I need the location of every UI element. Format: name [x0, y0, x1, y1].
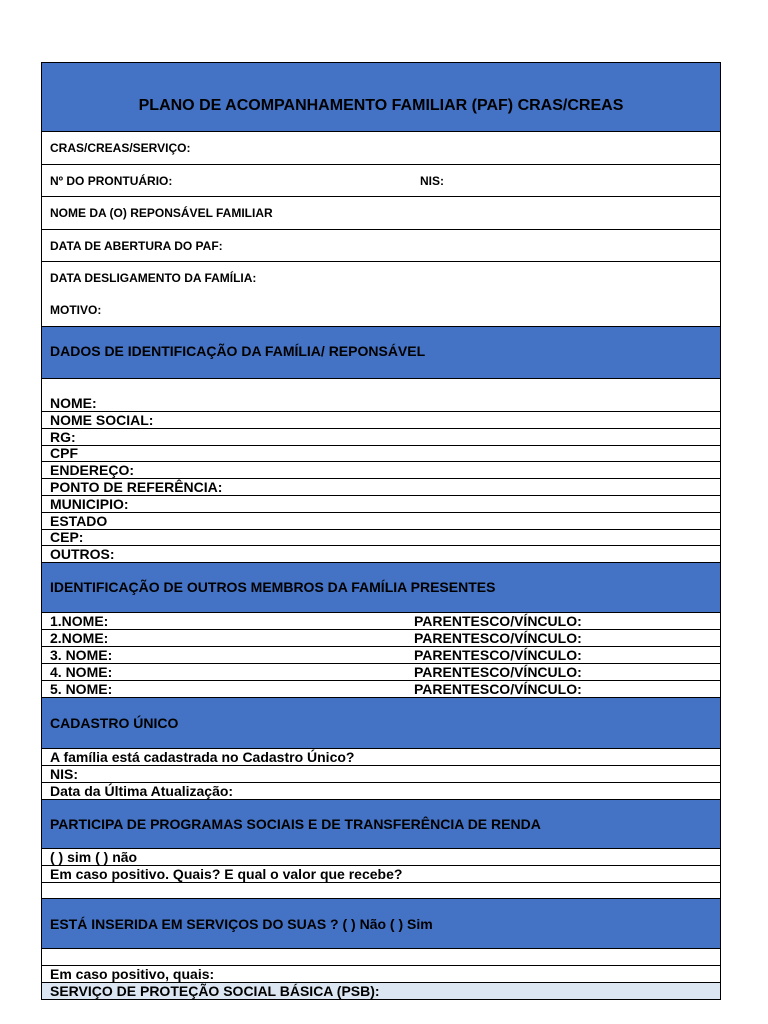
field-abertura[interactable]	[42, 230, 720, 263]
field-label: ESTADO	[50, 513, 108, 529]
section-heading: PARTICIPA DE PROGRAMAS SOCIAIS E DE TRANSFERÊNCIA DE RENDA	[50, 816, 541, 832]
form-title-bar	[42, 63, 720, 132]
field-sim-nao[interactable]	[42, 849, 720, 866]
field-label: NOME:	[50, 395, 97, 411]
blank-row[interactable]	[42, 949, 720, 966]
field-label: DATA DESLIGAMENTO DA FAMÍLIA:	[50, 271, 257, 285]
blank-row[interactable]	[42, 883, 720, 899]
field-outros[interactable]	[42, 546, 720, 563]
field-label: Em caso positivo. Quais? E qual o valor que recebe?	[50, 866, 403, 882]
field-nome-social[interactable]	[42, 412, 720, 429]
field-quais-valor[interactable]	[42, 866, 720, 883]
member-row-3[interactable]	[42, 647, 720, 664]
member-row-1[interactable]	[42, 613, 720, 630]
field-label: MUNICIPIO:	[50, 496, 129, 512]
field-caso-positivo[interactable]	[42, 966, 720, 983]
field-rg[interactable]	[42, 429, 720, 446]
section-heading: DADOS DE IDENTIFICAÇÃO DA FAMÍLIA/ REPONSÁVEL	[50, 343, 426, 359]
member-relation-label: PARENTESCO/VÍNCULO:	[414, 630, 582, 646]
field-label: ( ) sim ( ) não	[50, 849, 138, 865]
field-label-motivo: MOTIVO:	[50, 303, 102, 317]
field-label: Nº DO PRONTUÁRIO:	[50, 173, 173, 188]
field-label: NOME DA (O) REPONSÁVEL FAMILIAR	[50, 206, 273, 220]
field-label: NOME SOCIAL:	[50, 412, 154, 428]
section-suas-header	[42, 899, 720, 949]
member-name-label: 3. NOME:	[50, 647, 113, 663]
field-ultima-atualizacao[interactable]	[42, 783, 720, 800]
field-ponto-referencia[interactable]	[42, 479, 720, 496]
field-psb[interactable]	[42, 983, 720, 1000]
member-name-label: 5. NOME:	[50, 681, 113, 697]
field-label: SERVIÇO DE PROTEÇÃO SOCIAL BÁSICA (PSB):	[50, 983, 380, 999]
field-label: ENDEREÇO:	[50, 462, 135, 478]
field-label-nis: NIS:	[420, 173, 444, 188]
form-title: PLANO DE ACOMPANHAMENTO FAMILIAR (PAF) CRAS/CREAS	[138, 97, 624, 114]
section-heading: IDENTIFICAÇÃO DE OUTROS MEMBROS DA FAMÍLIA PRESENTES	[50, 579, 496, 595]
field-cadastro-nis[interactable]	[42, 766, 720, 783]
field-prontuario[interactable]	[42, 165, 720, 198]
field-label: DATA DE ABERTURA DO PAF:	[50, 238, 223, 253]
field-label: A família está cadastrada no Cadastro Único?	[50, 749, 355, 765]
section-heading: CADASTRO ÚNICO	[50, 715, 179, 731]
field-label: Em caso positivo, quais:	[50, 966, 215, 982]
member-name-label: 4. NOME:	[50, 664, 113, 680]
field-label: CEP:	[50, 530, 84, 545]
field-cpf[interactable]	[42, 446, 720, 462]
member-row-4[interactable]	[42, 664, 720, 681]
member-relation-label: PARENTESCO/VÍNCULO:	[414, 647, 582, 663]
field-responsavel[interactable]	[42, 197, 720, 230]
member-row-5[interactable]	[42, 681, 720, 698]
field-label: NIS:	[50, 766, 78, 782]
field-label: PONTO DE REFERÊNCIA:	[50, 479, 223, 495]
field-label: OUTROS:	[50, 546, 115, 562]
member-name-label: 2.NOME:	[50, 630, 109, 646]
member-relation-label: PARENTESCO/VÍNCULO:	[414, 681, 582, 697]
field-label: Data da Última Atualização:	[50, 783, 234, 799]
section-cadastro-header	[42, 698, 720, 749]
field-label: CPF	[50, 446, 78, 461]
member-relation-label: PARENTESCO/VÍNCULO:	[414, 664, 582, 680]
member-relation-label: PARENTESCO/VÍNCULO:	[414, 613, 582, 629]
member-row-2[interactable]	[42, 630, 720, 647]
section-heading: ESTÁ INSERIDA EM SERVIÇOS DO SUAS ? ( ) Não ( ) Sim	[50, 916, 433, 932]
field-cadastrada[interactable]	[42, 749, 720, 766]
field-servico[interactable]	[42, 132, 720, 165]
field-label: RG:	[50, 429, 76, 445]
field-municipio[interactable]	[42, 496, 720, 513]
field-estado[interactable]	[42, 513, 720, 530]
field-cep[interactable]	[42, 530, 720, 546]
member-name-label: 1.NOME:	[50, 613, 109, 629]
paf-form	[41, 62, 721, 1000]
field-nome[interactable]	[42, 379, 720, 412]
field-endereco[interactable]	[42, 462, 720, 479]
section-identificacao-header	[42, 327, 720, 379]
section-programas-header	[42, 800, 720, 849]
field-desligamento[interactable]	[42, 262, 720, 327]
section-membros-header	[42, 563, 720, 613]
field-label: CRAS/CREAS/SERVIÇO:	[50, 141, 191, 155]
